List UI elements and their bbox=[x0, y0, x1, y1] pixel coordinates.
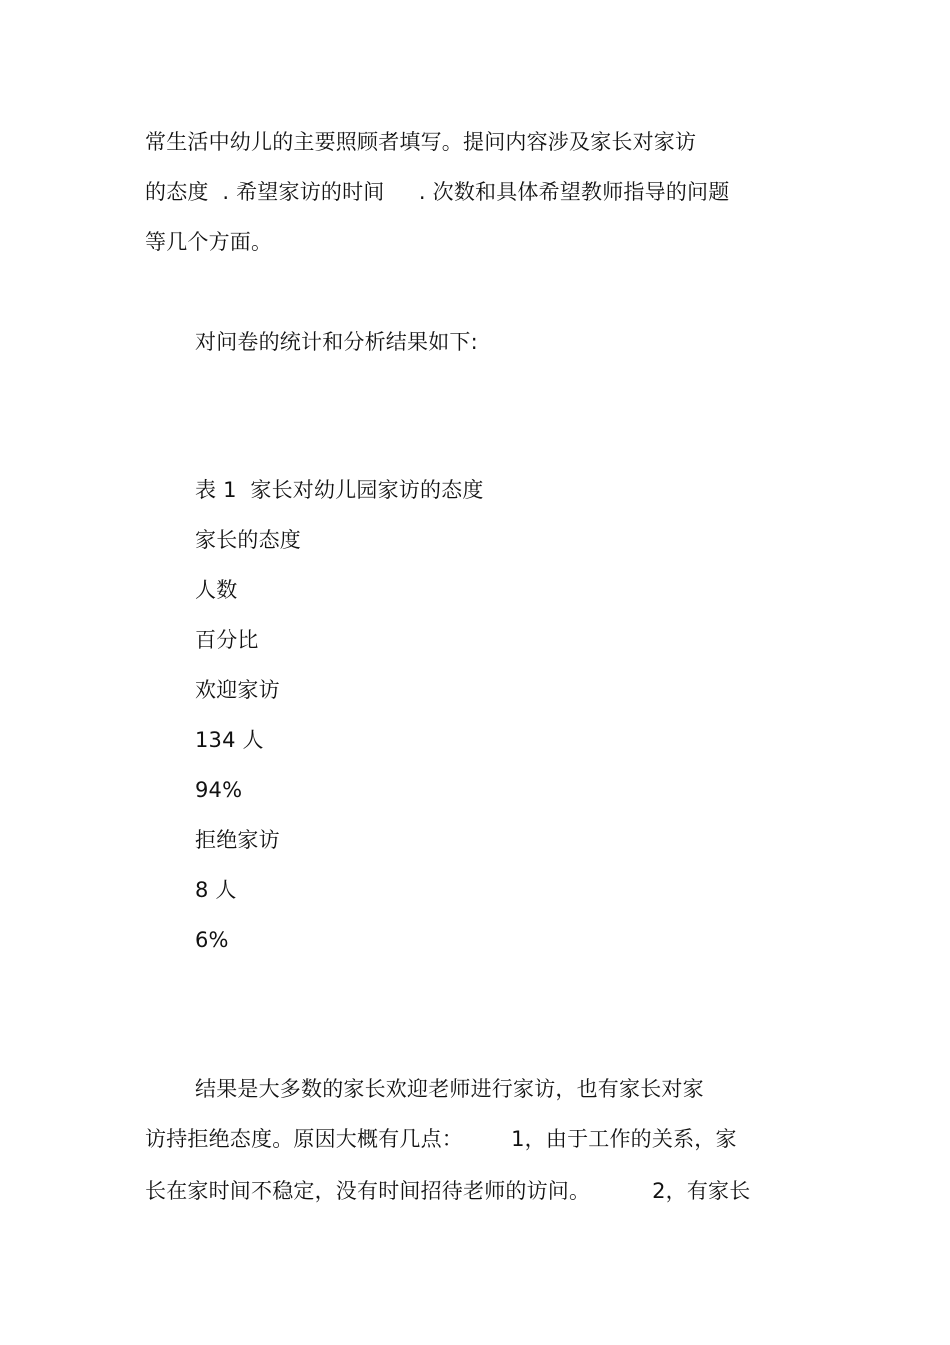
table-cell-refuse-label: 拒绝家访 bbox=[195, 828, 280, 852]
table-header-attitude: 家长的态度 bbox=[195, 528, 301, 552]
table-cell-refuse-count: 8 人 bbox=[195, 878, 237, 902]
table-header-count: 人数 bbox=[195, 578, 238, 602]
table-cell-welcome-percent: 94% bbox=[195, 778, 243, 802]
intro-line-3: 等几个方面。 bbox=[145, 230, 273, 254]
intro-line-2: 的态度 . 希望家访的时间 . 次数和具体希望教师指导的问题 bbox=[145, 180, 730, 204]
stats-intro: 对问卷的统计和分析结果如下: bbox=[195, 330, 478, 354]
intro-line-1: 常生活中幼儿的主要照顾者填写。提问内容涉及家长对家访 bbox=[145, 130, 697, 154]
result-line-1: 结果是大多数的家长欢迎老师进行家访，也有家长对家 bbox=[195, 1077, 704, 1101]
table-header-percent: 百分比 bbox=[195, 628, 259, 652]
result-line-2: 访持拒绝态度。原因大概有几点： 1，由于工作的关系，家 bbox=[145, 1127, 737, 1151]
table-cell-welcome-count: 134 人 bbox=[195, 728, 264, 752]
table-cell-welcome-label: 欢迎家访 bbox=[195, 678, 280, 702]
table-cell-refuse-percent: 6% bbox=[195, 928, 229, 952]
result-line-3: 长在家时间不稳定，没有时间招待老师的访问。 2，有家长 bbox=[145, 1179, 751, 1203]
table-caption: 表 1 家长对幼儿园家访的态度 bbox=[195, 478, 484, 502]
